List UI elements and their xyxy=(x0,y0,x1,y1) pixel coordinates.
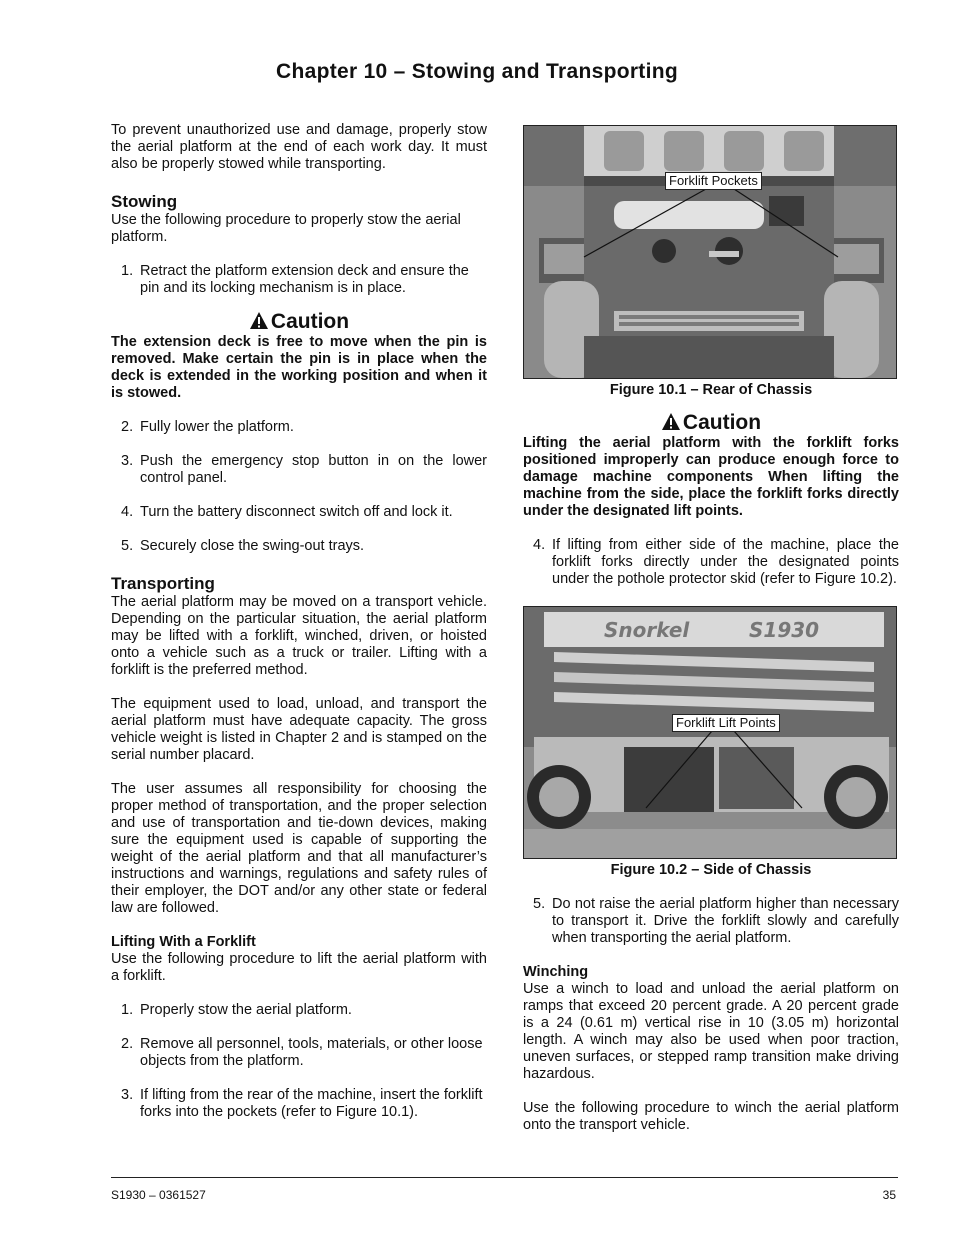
step-number: 3. xyxy=(121,1087,134,1103)
stowing-step-5 xyxy=(111,538,487,555)
forklift-step-4 xyxy=(523,537,899,588)
left-column xyxy=(111,122,487,1121)
step-text: Turn the battery disconnect switch off and lock it. xyxy=(140,504,453,520)
forklift-step-1 xyxy=(111,1002,487,1019)
side-chassis-photo xyxy=(524,607,896,858)
caution-text-1: The extension deck is free to move when the pin is removed. Make certain the pin is in place when the deck is extended in the working position and when it is stowed. xyxy=(111,334,487,401)
step-number: 5. xyxy=(121,538,134,554)
figure-2-caption: Figure 10.2 – Side of Chassis xyxy=(610,862,812,878)
warning-icon xyxy=(661,412,681,431)
figure-rear-of-chassis xyxy=(523,125,897,379)
stowing-intro: Use the following procedure to properly stow the aerial platform. xyxy=(111,212,461,245)
model-label: S1930 xyxy=(749,618,820,642)
transporting-heading: Transporting xyxy=(111,574,215,593)
forklift-step-2 xyxy=(111,1036,487,1070)
step-number: 1. xyxy=(121,1002,134,1018)
step-text: Retract the platform extension deck and ensure the pin and its locking mechanism is in place. xyxy=(140,263,469,296)
step-text: If lifting from the rear of the machine, insert the forklift forks into the pockets (refer to Figure 10.1). xyxy=(140,1087,483,1120)
step-text: Properly stow the aerial platform. xyxy=(140,1002,352,1018)
caution-heading-2 xyxy=(523,411,899,435)
caution-label: Caution xyxy=(682,411,762,434)
transporting-paragraph-1: The aerial platform may be moved on a transport vehicle. Depending on the particular situation, the aerial platform may be lifted with a forklift, winched, driven, or hoisted onto a vehicle such as a truck or trailer. Lifting with a forklift is the preferred method. xyxy=(111,594,487,678)
forklift-step-5 xyxy=(523,896,899,947)
step-number: 2. xyxy=(121,419,134,435)
page-title: Chapter 10 – Stowing and Transporting xyxy=(276,60,678,83)
step-number: 1. xyxy=(121,263,134,279)
step-number: 2. xyxy=(121,1036,134,1052)
forklift-heading: Lifting With a Forklift xyxy=(111,934,256,950)
caution-heading-1 xyxy=(111,310,487,334)
winching-paragraph-2: Use the following procedure to winch the aerial platform onto the transport vehicle. xyxy=(523,1100,899,1133)
warning-icon xyxy=(249,311,269,330)
step-text: If lifting from either side of the machine, place the forklift forks directly under the designated points under the pothole protector skid (refer to Figure 10.2). xyxy=(552,537,899,587)
stowing-step-3 xyxy=(111,453,487,487)
winching-paragraph-1: Use a winch to load and unload the aerial platform on ramps that exceed 20 percent grade. A 20 percent grade is a 24 (0.61 m) vertical rise in 10 (3.05 m) horizontal length. A winch may also be used when poor traction, uneven surfaces, or stepped ramp transition make driving hazardous. xyxy=(523,981,899,1082)
stowing-step-1 xyxy=(111,263,487,297)
step-number: 4. xyxy=(121,504,134,520)
stowing-step-4 xyxy=(111,504,487,521)
winching-heading: Winching xyxy=(523,964,589,980)
step-text: Remove all personnel, tools, materials, or other loose objects from the platform. xyxy=(140,1036,483,1069)
footer-rule xyxy=(111,1177,898,1178)
caution-label: Caution xyxy=(270,310,350,333)
stowing-heading: Stowing xyxy=(111,192,178,211)
page-number: 35 xyxy=(882,1188,896,1202)
step-text: Do not raise the aerial platform higher than necessary to transport it. Drive the forklift slowly and carefully when transporting the aerial platform. xyxy=(552,896,899,946)
stowing-step-2 xyxy=(111,419,487,436)
step-number: 5. xyxy=(533,896,546,912)
footer-document-id: S1930 – 0361527 xyxy=(111,1188,206,1202)
caution-text-2: Lifting the aerial platform with the forklift forks positioned improperly can produce enough force to damage machine components When lifting the machine from the side, place the forklift forks directly under the designated lift points. xyxy=(523,435,899,519)
step-text: Fully lower the platform. xyxy=(140,419,294,435)
brand-label: Snorkel xyxy=(604,618,690,642)
transporting-paragraph-2: The equipment used to load, unload, and transport the aerial platform must have adequate capacity. The gross vehicle weight is listed in Chapter 2 and is stamped on the serial number placard. xyxy=(111,696,487,763)
figure-1-caption: Figure 10.1 – Rear of Chassis xyxy=(609,382,813,398)
forklift-step-3 xyxy=(111,1087,487,1121)
forklift-intro: Use the following procedure to lift the aerial platform with a forklift. xyxy=(111,951,487,984)
figure-side-of-chassis xyxy=(523,606,897,859)
step-text: Push the emergency stop button in on the lower control panel. xyxy=(140,453,487,486)
step-text: Securely close the swing-out trays. xyxy=(140,538,365,554)
transporting-paragraph-3: The user assumes all responsibility for choosing the proper method of transportation, and the proper selection and use of transportation and tie-down devices, making sure the equipment used is capable of supporting the weight of the aerial platform and that all manufacturer’s instructions and warnings, regulations and safety rules of their employer, the DOT and/or any other state or federal law are followed. xyxy=(111,781,487,916)
rear-chassis-photo xyxy=(524,126,896,378)
step-number: 4. xyxy=(533,537,546,553)
forklift-pockets-callout: Forklift Pockets xyxy=(665,172,762,190)
right-column xyxy=(523,125,899,1134)
forklift-lift-points-callout: Forklift Lift Points xyxy=(672,714,780,732)
intro-paragraph: To prevent unauthorized use and damage, properly stow the aerial platform at the end of each work day. It must also be properly stowed while transporting. xyxy=(111,122,487,172)
step-number: 3. xyxy=(121,453,134,469)
